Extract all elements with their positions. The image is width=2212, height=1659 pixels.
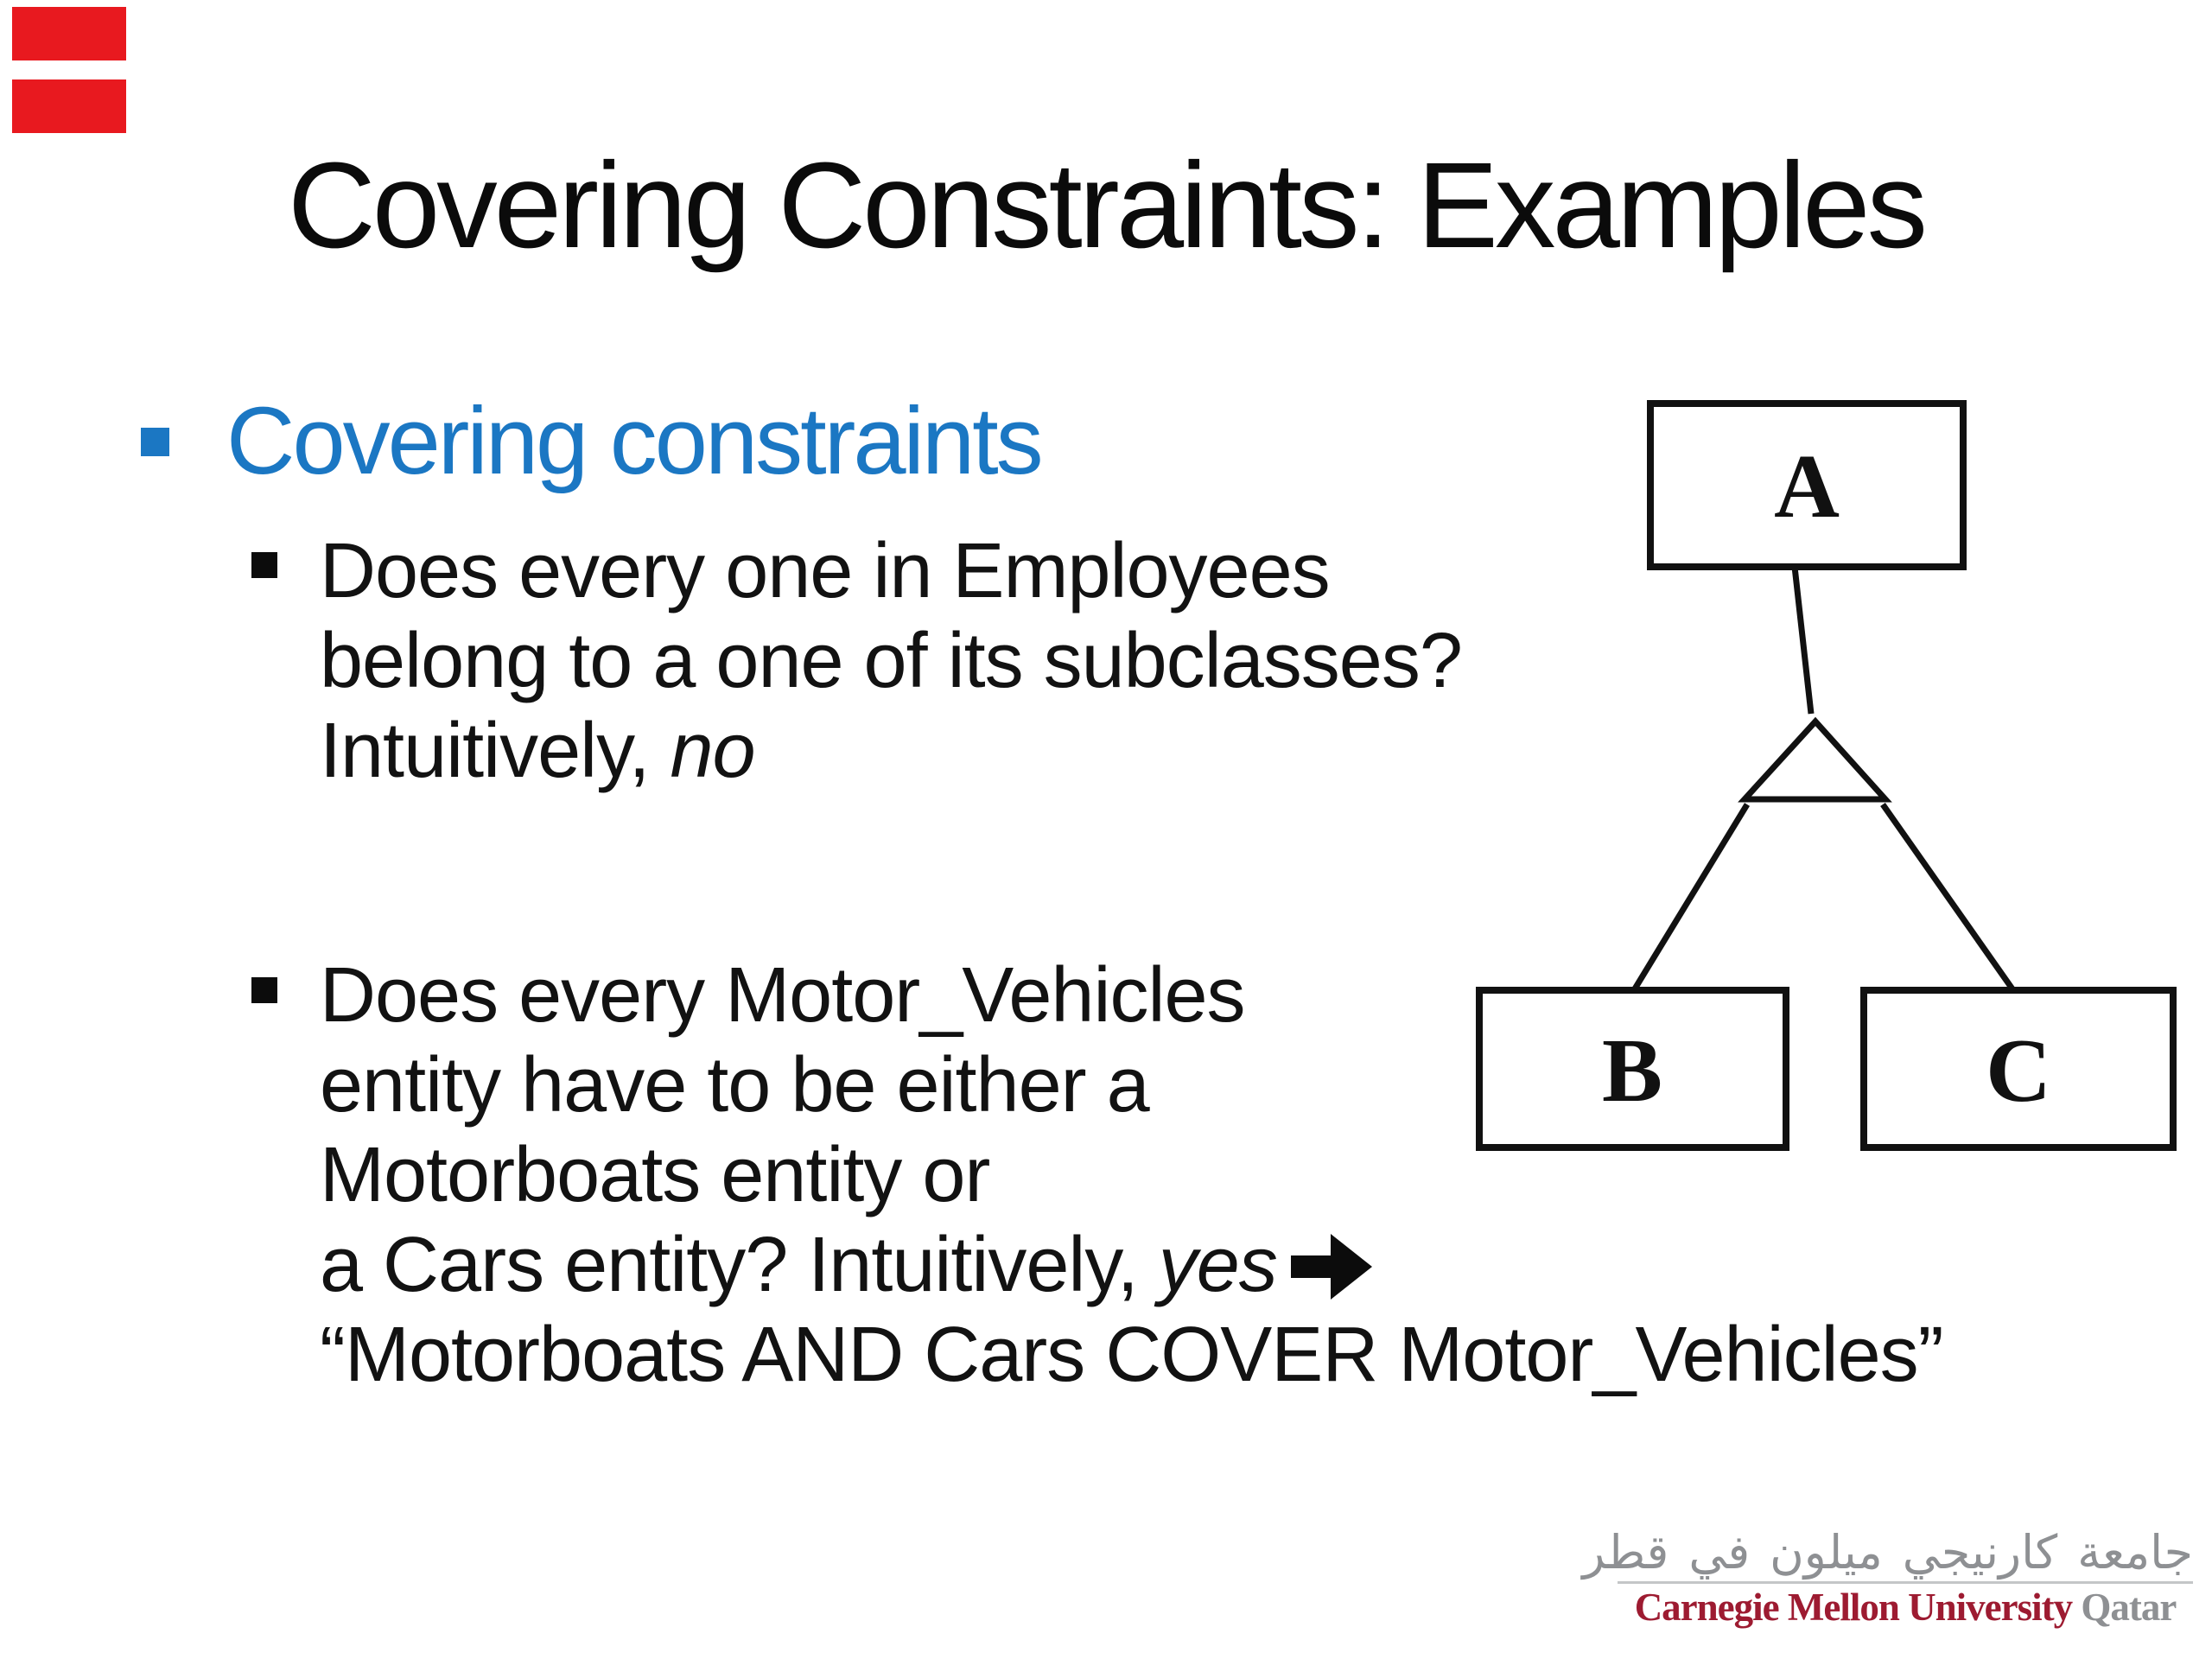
question-2-answer-yes: yes <box>1158 1222 1277 1308</box>
er-diagram <box>1426 363 2203 1158</box>
entity-label-c: C <box>1986 1020 2051 1121</box>
isa-triangle <box>1745 721 1885 799</box>
question-2-line-3: Motorboats entity or <box>320 1132 990 1218</box>
cmu-qatar-logo <box>1582 1527 2193 1629</box>
question-2-line-2: entity have to be either a <box>320 1042 1149 1128</box>
logo-english-text <box>1618 1586 2193 1628</box>
connector-triangle-c <box>1883 804 2013 990</box>
question-1-line-1: Does every one in Employees <box>320 528 1330 614</box>
logo-arabic-text: جامعة كارنيجي ميلون في قطر <box>1582 1527 2193 1579</box>
section-bullet-square-icon <box>141 428 169 456</box>
question-1-line-2: belong to a one of its subclasses? <box>320 618 1462 704</box>
sub-bullet-square-icon <box>251 552 277 578</box>
question-1-line-3 <box>320 706 1462 796</box>
red-marker-top <box>12 7 126 60</box>
logo-university-name: Carnegie Mellon University <box>1634 1586 2073 1629</box>
question-1-line-3-text: Intuitively, <box>320 708 671 794</box>
question-2-line-5: “Motorboats AND Cars COVER Motor_Vehicles” <box>320 1312 1943 1398</box>
entity-label-b: B <box>1601 1020 1663 1121</box>
question-1-answer-no: no <box>670 708 755 794</box>
red-marker-bottom <box>12 79 126 133</box>
section-heading: Covering constraints <box>226 388 1041 494</box>
connector-triangle-b <box>1634 804 1747 990</box>
entity-label-a: A <box>1774 435 1840 537</box>
question-2-line-4-text: a Cars entity? Intuitively, <box>320 1222 1159 1308</box>
slide-title: Covering Constraints: Examples <box>287 137 1924 273</box>
logo-qatar-suffix: Qatar <box>2072 1586 2177 1629</box>
question-2-line-1: Does every Motor_Vehicles <box>320 952 1245 1039</box>
question-2-line-4 <box>320 1220 1943 1310</box>
right-arrow-icon <box>1291 1234 1372 1300</box>
connector-a-triangle <box>1795 567 1811 714</box>
logo-divider-rule <box>1618 1581 2193 1584</box>
question-1-block <box>320 526 1462 796</box>
sub-bullet-square-icon <box>251 977 277 1003</box>
